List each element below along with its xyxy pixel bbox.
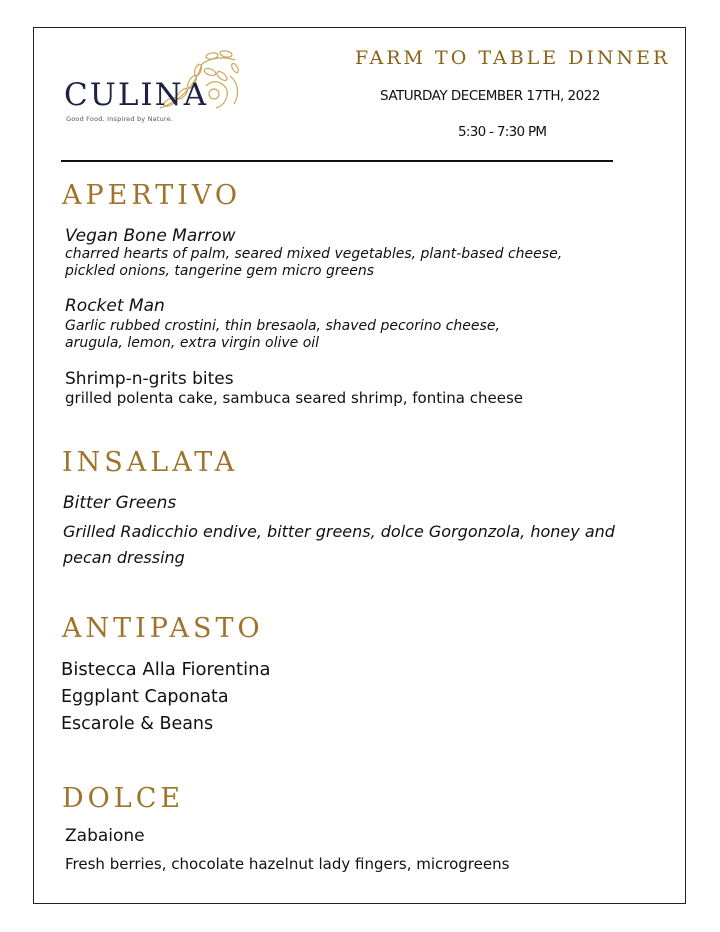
event-title: FARM TO TABLE DINNER — [355, 47, 671, 69]
event-date: SATURDAY DECEMBER 17TH, 2022 — [380, 88, 600, 104]
dish-description: Fresh berries, chocolate hazelnut lady fingers, microgreens — [65, 855, 510, 873]
brand-tagline: Good Food. Inspired by Nature. — [66, 115, 174, 123]
dish-description: Grilled Radicchio endive, bitter greens, dolce Gorgonzola, honey and pecan dressing — [63, 522, 615, 567]
event-time: 5:30 - 7:30 PM — [458, 124, 547, 140]
dish-description-line: charred hearts of palm, seared mixed vegetables, plant-based cheese, — [65, 246, 563, 262]
brand-logo-text: CULINA — [64, 77, 209, 113]
dish-name: Zabaione — [65, 826, 145, 846]
dish-name: Shrimp-n-grits bites — [65, 369, 234, 389]
section-title-antipasto: ANTIPASTO — [62, 613, 264, 644]
menu-item: Eggplant Caponata — [61, 687, 229, 707]
section-title-insalata: INSALATA — [62, 447, 239, 478]
section-title-apertivo: APERTIVO — [62, 180, 242, 211]
section-title-dolce: DOLCE — [62, 783, 185, 814]
dish-name: Bitter Greens — [63, 493, 177, 513]
menu-item: Bistecca Alla Fiorentina — [61, 659, 271, 680]
menu-item: Escarole & Beans — [61, 714, 214, 734]
dish-description-line: Garlic rubbed crostini, thin bresaola, shaved pecorino cheese, — [65, 318, 500, 334]
dish-name: Vegan Bone Marrow — [65, 226, 236, 246]
dish-description-line: arugula, lemon, extra virgin olive oil — [65, 335, 320, 351]
dish-description-line: pickled onions, tangerine gem micro greens — [65, 263, 375, 279]
header-divider — [61, 160, 613, 162]
dish-name: Rocket Man — [65, 296, 165, 316]
dish-description-line: grilled polenta cake, sambuca seared shrimp, fontina cheese — [65, 389, 524, 407]
